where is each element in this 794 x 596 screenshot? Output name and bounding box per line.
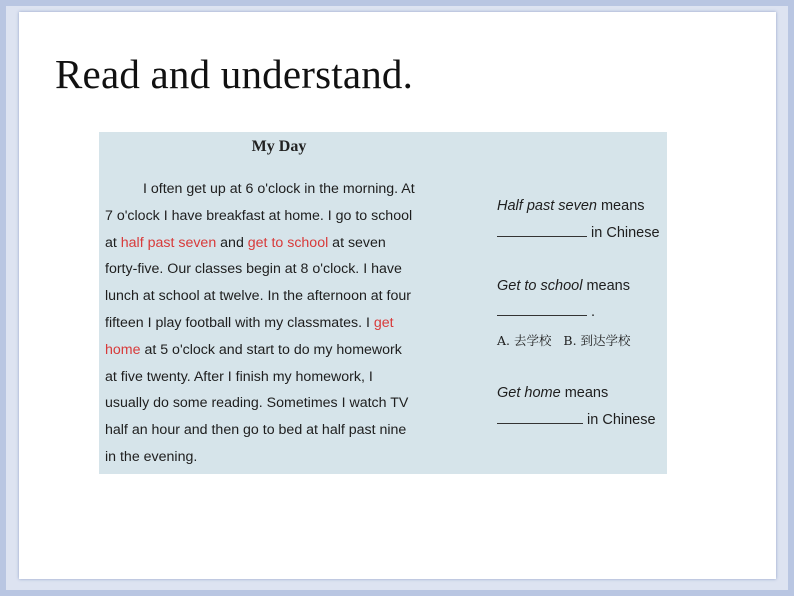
passage-line: at half past seven and get to school at seven <box>105 234 386 251</box>
option-b[interactable]: B. 到达学校 <box>563 333 631 348</box>
passage-line: at five twenty. After I finish my homework, I <box>105 368 373 385</box>
passage-line: home at 5 o'clock and start to do my homework <box>105 341 402 358</box>
passage-line: fifteen I play football with my classmates. I get <box>105 314 394 331</box>
textbook-scan <box>99 132 667 474</box>
question-2-prompt: Get to school means <box>497 278 630 294</box>
slide <box>19 12 776 579</box>
passage-body <box>105 176 461 471</box>
highlight-get-home-part2: home <box>105 341 141 358</box>
slide-title: Read and understand. <box>55 51 414 97</box>
question-3-prompt: Get home means <box>497 385 609 401</box>
highlight-get-home-part1: get <box>373 314 394 331</box>
answer-blank[interactable] <box>497 413 583 424</box>
passage-line: usually do some reading. Sometimes I watch TV <box>105 395 409 412</box>
option-a[interactable]: A. 去学校 <box>497 333 552 348</box>
passage-line: 7 o'clock I have breakfast at home. I go to school <box>105 207 413 224</box>
passage-line: half an hour and then go to bed at half past nine <box>105 422 407 439</box>
question-1-answer: in Chinese <box>497 225 660 241</box>
passage-title: My Day <box>251 138 307 155</box>
question-2-options <box>497 331 631 349</box>
question-3-answer: in Chinese <box>497 412 656 428</box>
answer-blank[interactable] <box>497 226 587 237</box>
answer-blank[interactable] <box>497 305 587 316</box>
passage-line: in the evening. <box>105 448 198 465</box>
question-1-prompt: Half past seven means <box>497 198 645 214</box>
highlight-half-past-seven: half past seven <box>120 234 217 251</box>
passage-line: forty-five. Our classes begin at 8 o'clock. I have <box>105 261 402 278</box>
passage-line: I often get up at 6 o'clock in the morning. At <box>143 181 415 197</box>
highlight-get-to-school: get to school <box>247 234 329 251</box>
question-2-answer: . <box>497 304 595 320</box>
passage-line: lunch at school at twelve. In the afternoon at four <box>105 288 412 305</box>
